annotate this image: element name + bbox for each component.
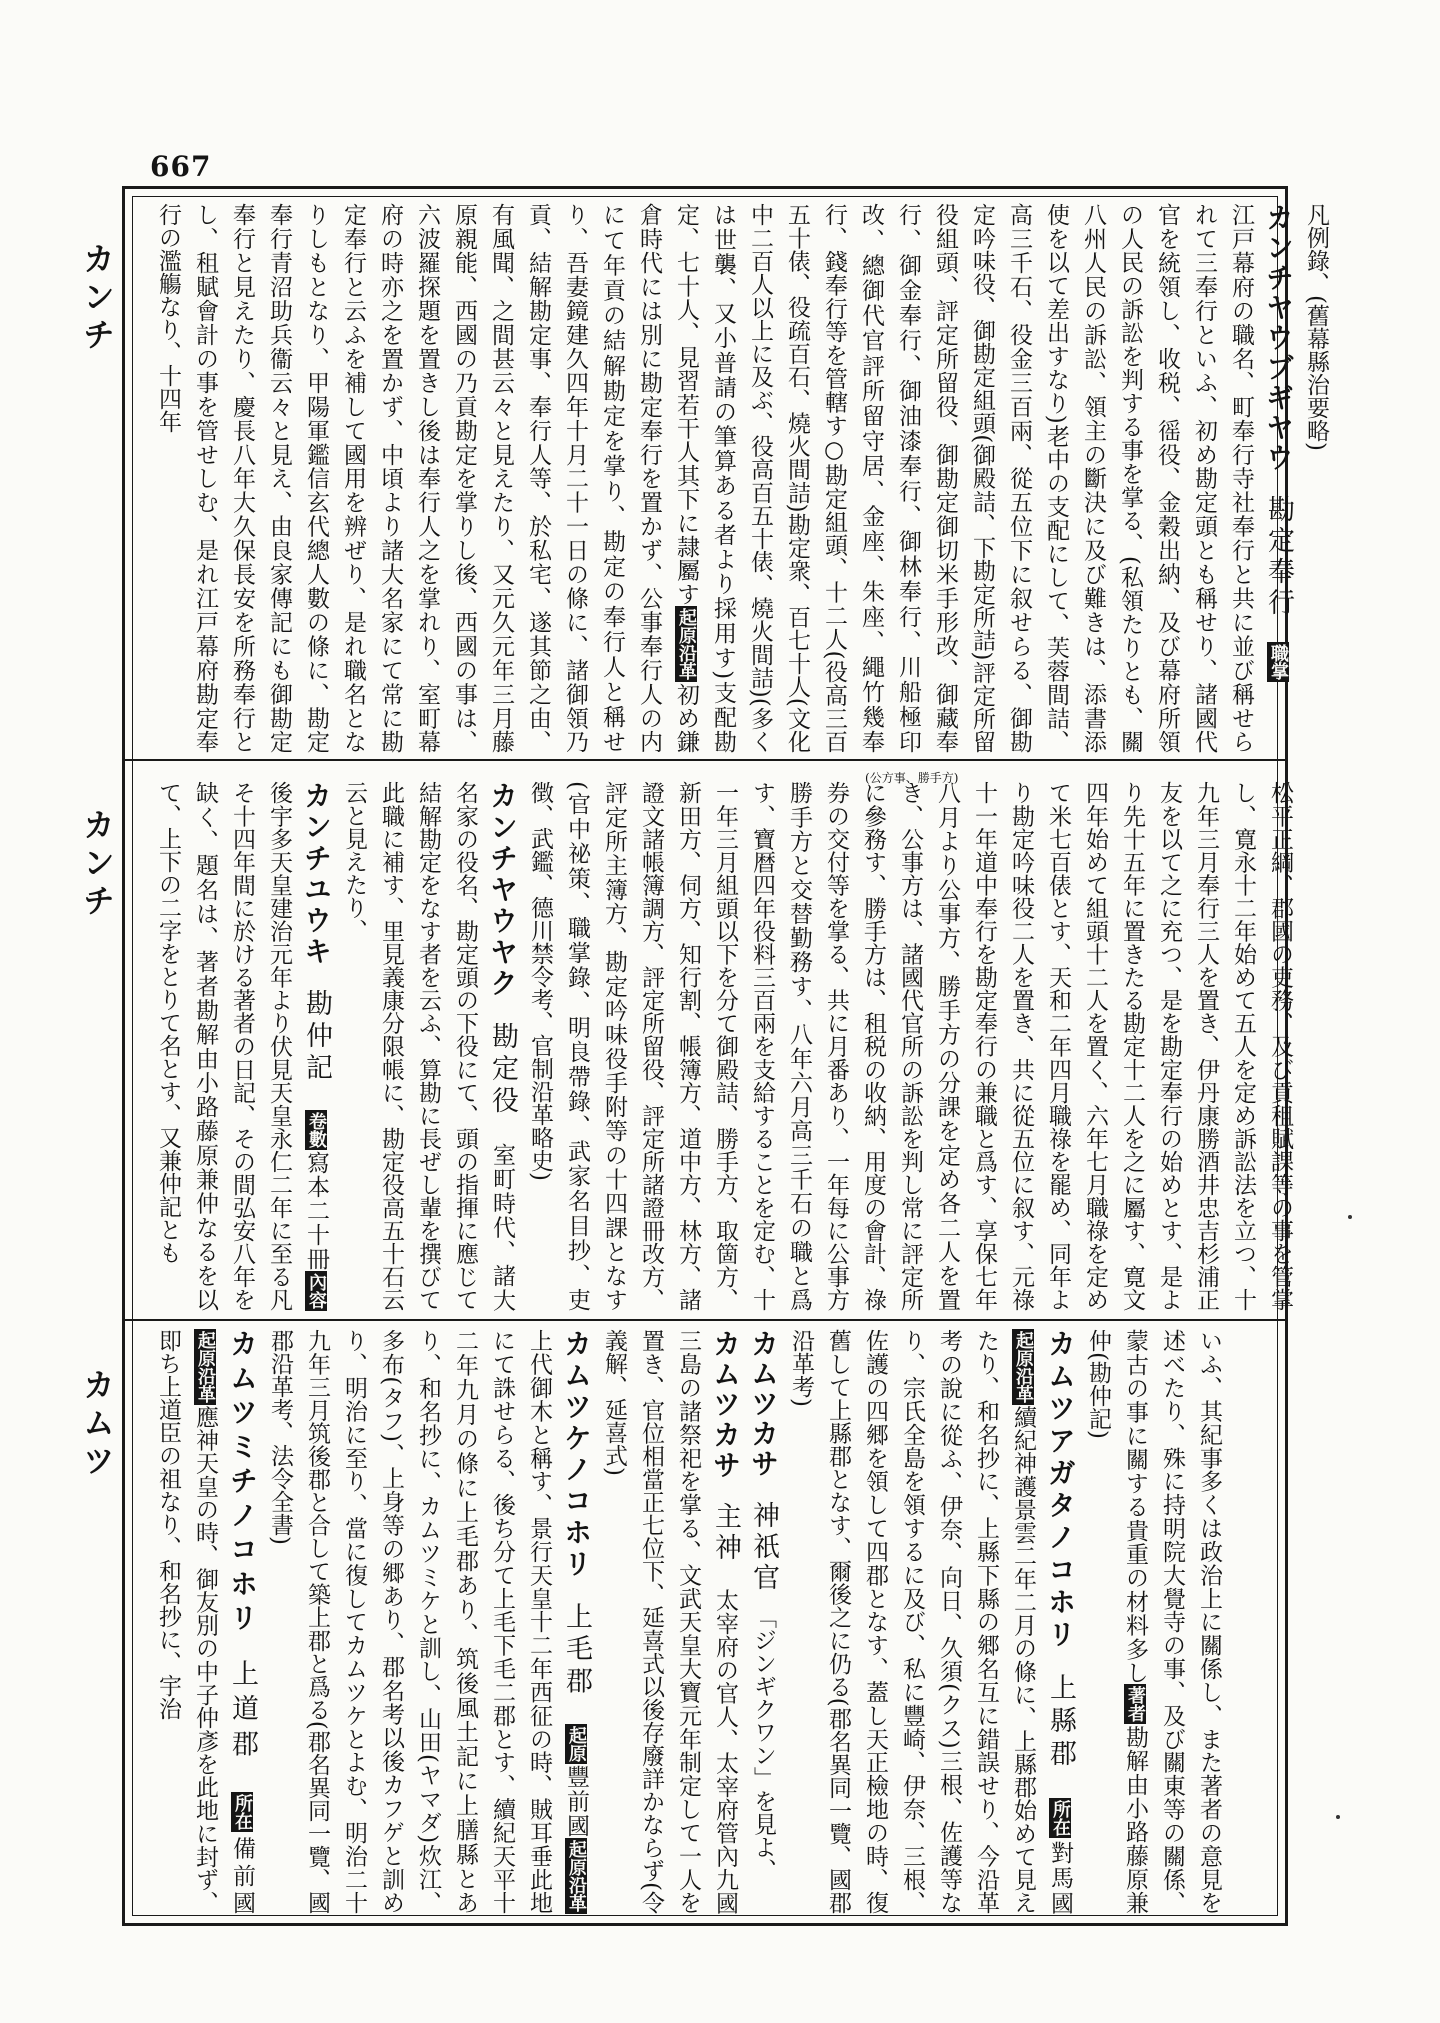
section1-intro: 凡例錄、(舊幕縣治要略)	[1303, 203, 1329, 451]
section1-text	[149, 203, 1334, 753]
entry-badge-2: 內容	[306, 1273, 327, 1309]
section3-continuation: いふ、其紀事多くは政治上に關係し、また著者の意見を述べたり、殊に持明院大覺寺の事、及び關東等の關係、蒙古の事に關する貴重の材料多し	[1122, 1329, 1222, 1914]
entry-body: 室町時代、諸大名家の役名、勘定頭の下役にて、頭の指揮に應じて結解勘定をなす者を云ふ、算勘に長ぜし輩を撰びて此職に補す、里見義康分限帳に、勘定役高五十石云云と見えたり、	[341, 781, 515, 1312]
entry-title: カンチヤウブギヤウ	[1262, 203, 1295, 473]
entry-kanji: 神祇官	[748, 1501, 779, 1594]
entry-title: カムツミチノコホリ	[226, 1329, 259, 1638]
section-kamutsu	[149, 1329, 1267, 1914]
section2-text	[149, 781, 1298, 1311]
entry-kanji: 勘仲記	[301, 989, 332, 1086]
entry-body: 江戸幕府の職名、町奉行寺社奉行と共に並び稱せられて三奉行といふ、初め勘定頭とも稱せり、諸國代官を統領し、收税、徭役、金穀出納、及び幕府所領の人民の訴訟を判する事を掌る、(私領たりとも、關八州人民の訴訟、領主の斷決に及び難きは、添書添使を以て差出すなり)老中の支配にして、芙蓉間詰、高三千石、役金三百兩、從五位下に叙せらる、御勘定吟味役、御勘定組頭(御殿詰、下勘定所詰)評定所留役組頭、評定所留役、御勘定御切米手形改、御藏奉行、御金奉行、御油漆奉行、御林奉行、川船極印改、總御代官評所留守居、金座、朱座、繩竹幾奉行、錢奉行等を管轄す○勘定組頭、十二人(役高三百五十俵、役疏百石、燒火間詰)勘定衆、百七十人(文化中二百人以上に及ぶ、役高百五十俵、燒火間詰)(多くは世襲、又小普請の筆算ある者より採用す)支配勘定、七十人、見習若干人其下に隷屬す	[673, 203, 1254, 754]
page-number: 667	[150, 150, 212, 183]
entry-badge-2: 起原沿革	[195, 1331, 216, 1403]
entry-title: カムツカサ	[747, 1329, 780, 1479]
entry-body-2: 續紀神護景雲二年二月の條に、上縣郡始めて見えたり、和名抄に、上縣下縣の郷名互に錯誤せり、今沿革考の說に從ふ、伊奈、向日、久須(クス)三根、佐護等なり、宗氏全島を領するに及び、私に豐崎、伊奈、三根、佐護の四郷を領して四郡となす、蓋し天正檢地の時、復舊して上縣郡となす、爾後之に仍る(郡名異同一覽、國郡沿革考)	[788, 1329, 1036, 1914]
section-divider-2	[125, 1319, 1285, 1321]
entry-badge-2: 起原沿革	[676, 607, 697, 680]
entry-kanji: 主神	[710, 1502, 741, 1566]
entry-badge: 所在	[1050, 1800, 1071, 1837]
entry-body: 豐前國	[563, 1763, 589, 1838]
page-frame	[122, 186, 1329, 1926]
entry-title: カムツアガタノコホリ	[1044, 1329, 1077, 1652]
entry-kanji: 上縣郡	[1045, 1673, 1076, 1774]
entry-badge-2: 起原沿革	[1013, 1331, 1034, 1403]
entry-title: カンチユウキ	[300, 781, 333, 968]
section3-text	[149, 1329, 1227, 1914]
speck-mark	[1348, 1215, 1352, 1219]
entry-body-2: 上代御木と稱す、景行天皇十二年西征の時、賊耳垂此地にて誅せらる、後ち分て上毛下毛二郡とす、續紀天平十二年九月の條に上毛郡あり、筑後風土記に上膳縣とあり、和名抄に、カムツミケと訓し、山田(ヤマダ)炊江、多布(タフ)、上身等の郷あり、郡名考以後カフゲと訓めり、明治に至り、當に復してカムツケとよむ、明治二十九年三月筑後郡と合して築上郡と爲る(郡名異同一覽、國郡沿革考、法令全書)	[267, 1329, 552, 1914]
gutter-tab-kamutsu: カムツ	[78, 1368, 116, 1482]
section-kanchiyaubugiyau	[149, 203, 1329, 754]
section-divider-1	[125, 759, 1285, 761]
entry-badge: 所在	[232, 1794, 253, 1831]
entry-badge: 職掌	[1268, 644, 1289, 680]
entry-body-2: 初め鎌倉時代には別に勘定奉行を置かず、公事奉行人の内にて年貢の結解勘定を掌り、勘定の奉行人と稱せり、吾妻鏡建久四年十月二十一日の條に、諸御領乃貢、結解勘定事、奉行人等、於私宅、遂其節之由、有風聞、之間甚云々と見えたり、又元久元年三月藤原親能、西國の乃貢勘定を掌りし後、西國の事は、六波羅探題を置きし後は奉行人之を掌れり、室町幕府の時亦之を置かず、中頃より諸大名家にて常に勘定奉行と云ふを補して國用を辨ぜり、是れ職名となりしもとなり、甲陽軍鑑信玄代總人數の條に、勘定奉行青沼助兵衞云々と見え、由良家傳記にも御勘定奉行と見えたり、慶長八年大久保長安を所務奉行とし、租賦會計の事を管せしむ、是れ江戸幕府勘定奉行の濫觴なり、十四年	[155, 203, 699, 754]
entry-title: カンチヤウヤク	[486, 781, 519, 1000]
entry-kanji: 上毛郡	[561, 1602, 592, 1700]
entry-title: カムツカサ	[709, 1329, 742, 1481]
entry-body-2: 應神天皇の時、御友別の中子仲彥を此地に封ず、即ち上道臣の祖なり、和名抄に、宇治	[155, 1329, 218, 1914]
entry-body-2: 後宇多天皇建治元年より伏見天皇永仁二年に至る凡そ十四年間に於ける著者の日記、その間弘安八年を缺く、題名は、著者勘解由小路藤原兼仲なるを以て、上下の二字をとりて名とす、又兼仲記とも	[155, 781, 292, 1311]
speck-mark	[1336, 1815, 1340, 1819]
entry-kanji: 上道郡	[227, 1659, 258, 1765]
entry-kanji: 勘定奉行	[1263, 495, 1294, 619]
section-kanchi-2	[149, 781, 1293, 1312]
entry-body: 備前國	[229, 1832, 255, 1914]
entry-body: 太宰府の官人、太宰府管內九國三島の諸祭祀を掌る、文武天皇大寶元年制定して一人を置き、官位相當正七位下、延喜式以後存廢詳かならず(令義解、延喜式)	[601, 1329, 738, 1915]
entry-title: カムツケノコホリ	[560, 1329, 593, 1580]
gutter-tab-kanchi: カンチ	[78, 242, 116, 356]
entry-badge: 起原	[566, 1725, 587, 1762]
gutter-tab-kanchi-2: カンチ	[78, 808, 116, 922]
section3-continuation-2: 勘解由小路藤原兼仲(勘仲記)	[1085, 1329, 1148, 1915]
entry-badge-2: 起原沿革	[566, 1840, 587, 1912]
entry-body: 寫本二十冊	[303, 1149, 329, 1271]
column-header-note: (公方事、勝手方)	[865, 771, 959, 785]
continuation-badge: 著者	[1125, 1686, 1146, 1723]
entry-body: 「ジンギクワン」を見よ、	[750, 1617, 776, 1882]
entry-body: 對馬國	[1047, 1838, 1073, 1915]
entry-badge: 卷數	[306, 1111, 327, 1148]
section2-continuation: 松平正綱、郡國の吏務、及び貢租賦課等の事を管掌し、寛永十二年始めて五人を定め訴訟法を立つ、十九年三月奉行三人を置き、伊丹康勝酒井忠吉杉浦正友を以て之に充つ、是を勘定奉行の始めとす、是より先十五年に置きたる勘定十二人を之に屬す、寛文四年始めて組頭十二人を置く、六年七月職祿を定めて米七百俵とす、天和二年四月職祿を罷め、同年より勘定吟味役二人を置き、共に從五位に叙す、元祿十一年道中奉行を勘定奉行の兼職と爲す、享保七年八月より公事方、勝手方の分課を定め各二人を置き、公事方は、諸國代官所の訴訟を判し常に評定所に參務す、勝手方は、租税の收納、用度の會計、祿券の交付等を掌る、共に月番あり、一年每に公事方勝手方と交替勤務す、八年六月高三千石の職と爲す、寶暦四年役料三百兩を支給することを定む、十一年三月組頭以下を分て御殿詰、勝手方、取箇方、新田方、伺方、知行割、帳簿方、道中方、林方、諸證文諸帳簿調方、評定所留役、評定所諸證冊改方、評定所主簿方、勘定吟味役手附等の十四課となす(官中祕策、職掌錄、明良帶錄、武家名目抄、吏徴、武鑑、德川禁令考、官制沿革略史)	[527, 781, 1293, 1311]
entry-kanji: 勘定役	[487, 1021, 518, 1119]
